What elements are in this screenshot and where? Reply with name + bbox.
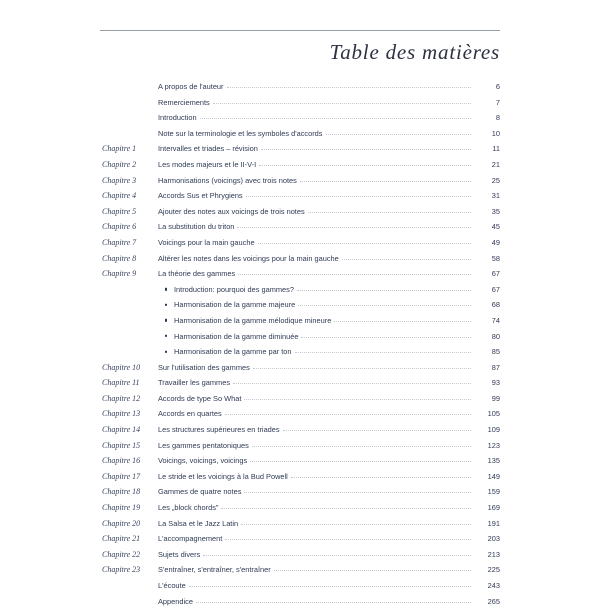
dot-leader <box>221 503 471 510</box>
dot-leader <box>259 160 471 167</box>
dot-leader <box>308 207 471 214</box>
dot-leader <box>258 238 471 245</box>
toc-entry[interactable] <box>100 363 500 379</box>
toc-entry-page-number: 87 <box>491 362 500 372</box>
toc-entry[interactable] <box>100 394 500 410</box>
dot-leader <box>244 394 471 401</box>
toc-entry-title: Voicings, voicings, voicings <box>158 456 248 466</box>
toc-entry-title: Sujets divers <box>158 549 201 559</box>
toc-entry-title: L'écoute <box>158 581 186 590</box>
bullet-icon <box>165 319 167 321</box>
dot-leader <box>298 300 471 307</box>
toc-entry-page-number: 8 <box>495 113 500 123</box>
toc-entry[interactable] <box>100 238 500 254</box>
toc-entry-chapter-label: Chapitre 3 <box>102 175 137 185</box>
toc-entry-chapter-label: Chapitre 10 <box>102 362 141 372</box>
toc-entry-title-text: Harmonisation de la gamme diminuée <box>174 331 299 341</box>
toc-entry-title: Accords en quartes <box>158 409 222 419</box>
dot-leader <box>213 98 471 105</box>
toc-entry-page-number: 159 <box>487 487 500 497</box>
toc-entry-title: Appendice <box>158 596 193 606</box>
toc-entry-page-number: 135 <box>487 456 500 466</box>
toc-entry-page-number: 265 <box>487 596 500 606</box>
toc-entry-chapter-label: Chapitre 19 <box>102 503 141 513</box>
toc-entry[interactable] <box>100 472 500 488</box>
toc-entry[interactable] <box>100 550 500 566</box>
dot-leader <box>334 316 471 323</box>
toc-entry-chapter-label: Chapitre 15 <box>102 440 141 450</box>
toc-entry-page-number: 243 <box>487 581 500 590</box>
toc-entry[interactable] <box>100 332 500 348</box>
toc-entry-chapter-label: Chapitre 2 <box>102 159 137 169</box>
toc-entry[interactable] <box>100 285 500 301</box>
header-divider <box>100 30 500 31</box>
toc-entry[interactable] <box>100 207 500 223</box>
toc-entry[interactable] <box>100 269 500 285</box>
toc-entry-title-text: Harmonisation de la gamme mélodique mineure <box>174 315 332 325</box>
bullet-icon <box>165 304 167 306</box>
toc-entry-title: L'accompagnement <box>158 534 223 544</box>
toc-entry-page-number: 213 <box>487 549 500 559</box>
toc-entry[interactable] <box>100 176 500 192</box>
toc-entry-title: Les gammes pentatoniques <box>158 440 249 450</box>
toc-entry-chapter-label: Chapitre 20 <box>102 518 141 528</box>
toc-entry-page-number: 11 <box>492 144 500 154</box>
toc-entry[interactable] <box>100 82 500 98</box>
toc-entry-page-number: 67 <box>491 269 500 279</box>
toc-entry-page-number: 21 <box>491 159 500 169</box>
toc-entry-page-number: 31 <box>491 191 500 201</box>
dot-leader <box>301 332 471 339</box>
toc-entry-title: Les structures supérieures en triades <box>158 425 280 435</box>
dot-leader <box>233 378 471 385</box>
toc-entry[interactable] <box>100 254 500 270</box>
toc-entry[interactable] <box>100 222 500 238</box>
page-title: Table des matières <box>329 40 500 64</box>
toc-entry-title: Introduction <box>158 113 197 123</box>
toc-entry-chapter-label: Chapitre 22 <box>102 549 141 559</box>
toc-entry-title: Voicings pour la main gauche <box>158 237 255 247</box>
bullet-icon <box>165 288 167 290</box>
toc-entry-page-number: 225 <box>487 565 500 575</box>
toc-entry-chapter-label: Chapitre 12 <box>102 393 141 403</box>
toc-entry-page-number: 10 <box>491 128 500 138</box>
dot-leader <box>274 565 471 572</box>
dot-leader <box>283 425 471 432</box>
toc-entry-title: Harmonisations (voicings) avec trois notes <box>158 175 297 185</box>
toc-entry-page-number: 85 <box>491 347 500 357</box>
dot-leader <box>250 456 471 463</box>
toc-entry-page-number: 99 <box>491 393 500 403</box>
toc-entry-page-number: 6 <box>495 82 500 91</box>
toc-entry-chapter-label: Chapitre 23 <box>102 565 141 575</box>
toc-entry[interactable] <box>100 565 500 581</box>
toc-entry[interactable] <box>100 503 500 519</box>
toc-entry[interactable] <box>100 409 500 425</box>
toc-entry-title: Intervalles et triades – révision <box>158 144 258 154</box>
toc-entry-title: Remerciements <box>158 97 210 107</box>
dot-leader <box>200 113 471 120</box>
toc-entry[interactable] <box>100 441 500 457</box>
dot-leader <box>300 176 471 183</box>
dot-leader <box>253 363 471 370</box>
toc-entry-chapter-label: Chapitre 8 <box>102 253 137 263</box>
toc-entry-page-number: 80 <box>491 331 500 341</box>
toc-entry[interactable] <box>100 487 500 503</box>
dot-leader <box>225 409 471 416</box>
toc-entry-title <box>158 316 334 325</box>
toc-entry-title <box>158 285 297 294</box>
toc-entry-chapter-label: Chapitre 5 <box>102 206 137 216</box>
toc-entry-chapter-label: Chapitre 6 <box>102 222 137 232</box>
toc-entry-chapter-label: Chapitre 14 <box>102 425 141 435</box>
toc-entry-page-number: 149 <box>487 471 500 481</box>
toc-entry-chapter-label: Chapitre 9 <box>102 269 137 279</box>
toc-entry-title: Travailler les gammes <box>158 378 231 388</box>
toc-entry-title: Accords Sus et Phrygiens <box>158 191 243 201</box>
toc-entry-title: La substitution du triton <box>158 222 235 232</box>
toc-entry-title: La théorie des gammes <box>158 269 236 279</box>
toc-entry[interactable] <box>100 581 500 597</box>
dot-leader <box>297 285 471 292</box>
dot-leader <box>227 82 471 89</box>
toc-entry[interactable] <box>100 129 500 145</box>
toc-entry-title: Les „block chords” <box>158 503 219 513</box>
dot-leader <box>326 129 472 136</box>
toc-entry-title <box>158 332 301 341</box>
dot-leader <box>237 222 471 229</box>
toc-entry-title: Sur l'utilisation des gammes <box>158 362 250 372</box>
toc-entry-chapter-label: Chapitre 7 <box>102 237 137 247</box>
toc-entry-page-number: 45 <box>491 222 500 232</box>
toc-entry-page-number: 35 <box>491 206 500 216</box>
toc-entry-title: La Salsa et le Jazz Latin <box>158 518 239 528</box>
dot-leader <box>244 487 471 494</box>
toc-entry-page-number: 109 <box>487 425 500 435</box>
toc-entry[interactable] <box>100 347 500 363</box>
toc-entry-title: Accords de type So What <box>158 393 242 403</box>
dot-leader <box>196 597 471 604</box>
toc-entry-page-number: 68 <box>491 300 500 310</box>
toc-entry-title: Altérer les notes dans les voicings pour la main gauche <box>158 253 339 263</box>
toc-entry[interactable] <box>100 300 500 316</box>
toc-entry[interactable] <box>100 160 500 176</box>
toc-entry[interactable] <box>100 519 500 535</box>
toc-entry-chapter-label: Chapitre 21 <box>102 534 141 544</box>
dot-leader <box>261 144 471 151</box>
toc-entry[interactable] <box>100 144 500 160</box>
toc-entry[interactable] <box>100 534 500 550</box>
toc-entry-title <box>158 347 295 356</box>
toc-entry-page-number: 7 <box>495 97 500 107</box>
toc-entry-title-text: Harmonisation de la gamme majeure <box>174 300 296 310</box>
toc-entry-chapter-label: Chapitre 18 <box>102 487 141 497</box>
table-of-contents-list <box>100 82 500 612</box>
toc-entry[interactable] <box>100 378 500 394</box>
dot-leader <box>295 347 472 354</box>
toc-entry[interactable] <box>100 113 500 129</box>
toc-entry-chapter-label: Chapitre 1 <box>102 144 137 154</box>
toc-entry-chapter-label: Chapitre 13 <box>102 409 141 419</box>
bullet-icon <box>165 335 167 337</box>
toc-entry-page-number: 191 <box>487 518 500 528</box>
toc-entry-page-number: 49 <box>491 237 500 247</box>
toc-entry-title: Ajouter des notes aux voicings de trois notes <box>158 206 305 216</box>
toc-entry-page-number: 169 <box>487 503 500 513</box>
toc-entry-page-number: 58 <box>491 253 500 263</box>
toc-entry-chapter-label: Chapitre 11 <box>102 378 140 388</box>
toc-entry-page-number: 93 <box>491 378 500 388</box>
toc-entry[interactable] <box>100 98 500 114</box>
toc-entry-title <box>158 300 298 309</box>
dot-leader <box>203 550 471 557</box>
toc-entry-title: Note sur la terminologie et les symboles d'accords <box>158 128 323 138</box>
toc-entry-title-text: Harmonisation de la gamme par ton <box>174 347 292 357</box>
toc-entry[interactable] <box>100 191 500 207</box>
toc-entry[interactable] <box>100 456 500 472</box>
toc-entry-chapter-label: Chapitre 16 <box>102 456 141 466</box>
dot-leader <box>241 519 471 526</box>
toc-entry-title: S'entraîner, s'entraîner, s'entraîner <box>158 565 271 575</box>
toc-entry[interactable] <box>100 316 500 332</box>
dot-leader <box>238 269 471 276</box>
toc-entry-page-number: 74 <box>491 315 500 325</box>
dot-leader <box>246 191 471 198</box>
dot-leader <box>252 441 471 448</box>
dot-leader <box>342 254 471 261</box>
toc-entry-title: Le stride et les voicings à la Bud Powell <box>158 471 288 481</box>
toc-entry-chapter-label: Chapitre 17 <box>102 471 141 481</box>
toc-entry-title: A propos de l'auteur <box>158 82 224 91</box>
toc-entry-title-text: Introduction: pourquoi des gammes? <box>174 284 294 294</box>
toc-entry-chapter-label: Chapitre 4 <box>102 191 137 201</box>
toc-entry-page-number: 123 <box>487 440 500 450</box>
toc-entry-page-number: 105 <box>487 409 500 419</box>
toc-entry[interactable] <box>100 425 500 441</box>
dot-leader <box>291 472 471 479</box>
toc-entry[interactable] <box>100 597 500 612</box>
dot-leader <box>189 581 471 588</box>
toc-entry-title: Gammes de quatre notes <box>158 487 242 497</box>
bullet-icon <box>165 350 167 352</box>
toc-entry-page-number: 67 <box>491 284 500 294</box>
dot-leader <box>225 534 471 541</box>
toc-entry-page-number: 203 <box>487 534 500 544</box>
toc-entry-title: Les modes majeurs et le II-V-I <box>158 159 257 169</box>
toc-entry-page-number: 25 <box>491 175 500 185</box>
